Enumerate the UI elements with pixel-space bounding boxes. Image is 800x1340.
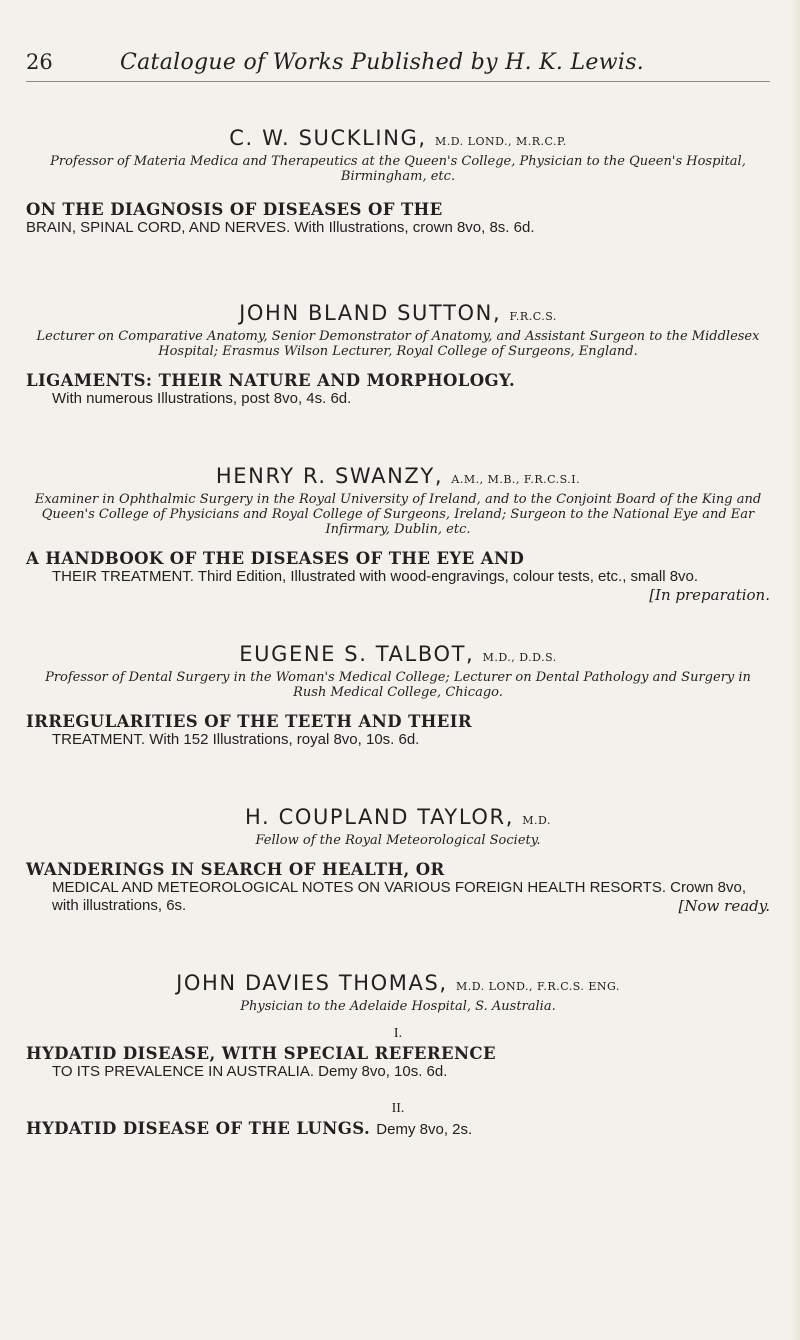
author-degrees: M.D. — [522, 814, 551, 827]
book-title: ON THE DIAGNOSIS OF DISEASES OF THE — [26, 200, 443, 219]
catalogue-entry — [26, 971, 770, 1138]
author-name: HENRY R. SWANZY, — [215, 464, 444, 488]
author-degrees: F.R.C.S. — [509, 310, 557, 323]
author-position: Professor of Dental Surgery in the Woman's Medical College; Lecturer on Dental Pathology and Surgery in Rush Medical College, Chicago. — [45, 670, 751, 700]
author-position: Lecturer on Comparative Anatomy, Senior Demonstrator of Anatomy, and Assistant Surgeon to the Middlesex Hospital; Erasmus Wilson Lecturer, Royal College of Surgeons, England. — [36, 329, 760, 359]
author-degrees: M.D., D.D.S. — [482, 651, 557, 664]
author-position: Physician to the Adelaide Hospital, S. Australia. — [240, 999, 556, 1014]
catalogue-entry — [26, 126, 770, 237]
book-description-text: THEIR TREATMENT. Third Edition, Illustrated with wood-engravings, colour tests, etc., small 8vo. — [52, 568, 699, 585]
author-name: JOHN DAVIES THOMAS, — [176, 971, 448, 995]
author-position: Professor of Materia Medica and Therapeutics at the Queen's College, Physician to the Queen's Hospital, Birmingham, etc. — [50, 154, 746, 184]
book-description — [26, 879, 770, 915]
book-description: TREATMENT. With 152 Illustrations, royal 8vo, 10s. 6d. — [52, 731, 420, 748]
page-number: 26 — [26, 50, 53, 74]
volume-numeral: II. — [391, 1101, 405, 1116]
publication-status: [Now ready. — [678, 897, 770, 915]
book-title: LIGAMENTS: THEIR NATURE AND MORPHOLOGY. — [26, 371, 516, 390]
book-description — [26, 568, 770, 604]
author-position: Fellow of the Royal Meteorological Society. — [255, 833, 541, 848]
author-heading — [26, 301, 770, 325]
author-name: C. W. SUCKLING, — [229, 126, 427, 150]
catalogue-entry — [26, 464, 770, 604]
author-name: H. COUPLAND TAYLOR, — [245, 805, 515, 829]
author-heading — [26, 464, 770, 488]
author-name: EUGENE S. TALBOT, — [239, 642, 475, 666]
volume-numeral: I. — [393, 1026, 403, 1041]
book-description: TO ITS PREVALENCE IN AUSTRALIA. Demy 8vo, 10s. 6d. — [52, 1063, 448, 1080]
book-title-line — [26, 1119, 770, 1138]
running-title: Catalogue of Works Published by H. K. Lewis. — [120, 50, 645, 75]
author-degrees: A.M., M.B., F.R.C.S.I. — [451, 473, 581, 486]
book-description: Demy 8vo, 2s. — [376, 1121, 473, 1138]
book-title: WANDERINGS IN SEARCH OF HEALTH, OR — [26, 860, 445, 879]
author-heading — [26, 126, 770, 150]
publication-status: [In preparation. — [649, 586, 770, 604]
book-description-text: MEDICAL AND METEOROLOGICAL NOTES ON VARIOUS FOREIGN HEALTH RESORTS. Crown 8vo, with illustrations, 6s. — [52, 879, 747, 914]
author-name: JOHN BLAND SUTTON, — [239, 301, 502, 325]
catalogue-entry — [26, 642, 770, 749]
author-position: Examiner in Ophthalmic Surgery in the Royal University of Ireland, and to the Conjoint Board of the King and Queen's College of Physicians and Royal College of Surgeons, Ireland; Surgeon to the National Eye and Ear Infirmary, Dublin, etc. — [34, 492, 762, 537]
running-head — [26, 50, 770, 82]
page-edge — [792, 0, 800, 1340]
author-heading — [26, 971, 770, 995]
book-title: HYDATID DISEASE OF THE LUNGS. — [26, 1119, 371, 1138]
catalogue-entry — [26, 301, 770, 408]
catalogue-entry — [26, 805, 770, 915]
author-degrees: M.D. LOND., F.R.C.S. ENG. — [455, 980, 620, 993]
book-title: IRREGULARITIES OF THE TEETH AND THEIR — [26, 712, 472, 731]
book-description: BRAIN, SPINAL CORD, AND NERVES. With Illustrations, crown 8vo, 8s. 6d. — [26, 219, 535, 236]
author-heading — [26, 642, 770, 666]
book-title: A HANDBOOK OF THE DISEASES OF THE EYE AND — [26, 549, 525, 568]
author-heading — [26, 805, 770, 829]
book-description: With numerous Illustrations, post 8vo, 4s. 6d. — [52, 390, 352, 407]
author-degrees: M.D. LOND., M.R.C.P. — [434, 135, 567, 148]
book-title: HYDATID DISEASE, WITH SPECIAL REFERENCE — [26, 1044, 496, 1063]
